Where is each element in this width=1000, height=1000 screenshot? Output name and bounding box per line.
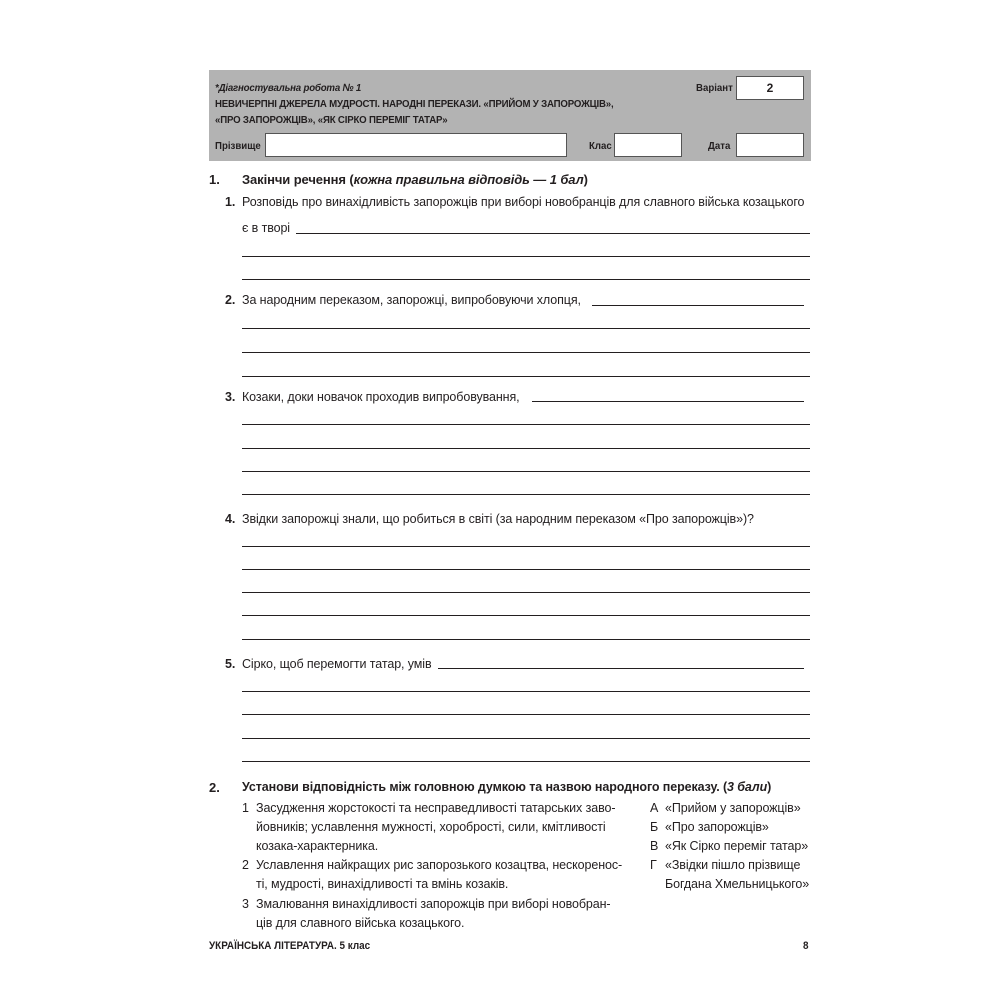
task1-title: Закінчи речення (кожна правильна відповідь — 1 бал)	[242, 172, 588, 187]
answer-line[interactable]	[242, 761, 810, 762]
match-right-letter: Г	[650, 858, 657, 872]
answer-line[interactable]	[296, 233, 810, 234]
task2-number: 2.	[209, 780, 220, 795]
answer-line[interactable]	[532, 401, 804, 402]
item5-text: Сірко, щоб перемогти татар, умів	[242, 657, 432, 671]
topic-line-1: НЕВИЧЕРПНІ ДЖЕРЕЛА МУДРОСТІ. НАРОДНІ ПЕРЕКАЗИ. «ПРИЙОМ У ЗАПОРОЖЦІВ»,	[215, 98, 614, 110]
item1-number: 1.	[225, 195, 236, 209]
answer-line[interactable]	[242, 639, 810, 640]
answer-line[interactable]	[592, 305, 804, 306]
match-left-num: 3	[242, 897, 249, 911]
variant-field	[736, 76, 804, 100]
item1-text: Розповідь про винахідливість запорожців при виборі новобранців для славного війська козацького	[242, 195, 805, 209]
answer-line[interactable]	[242, 424, 810, 425]
answer-line[interactable]	[242, 738, 810, 739]
item2-number: 2.	[225, 293, 236, 307]
answer-line[interactable]	[242, 546, 810, 547]
topic-line-2: «ПРО ЗАПОРОЖЦІВ», «ЯК СІРКО ПЕРЕМІГ ТАТАР»	[215, 114, 448, 126]
answer-line[interactable]	[242, 494, 810, 495]
match-left-line: йовників; уславлення мужності, хоробрості, сили, кмітливості	[256, 820, 606, 834]
class-field[interactable]	[614, 133, 682, 157]
match-right-title: «Звідки пішло прізвище	[665, 858, 801, 872]
task2-title: Установи відповідність між головною думкою та назвою народного переказу. (3 бали)	[242, 780, 772, 794]
item1-text-cont: є в творі	[242, 221, 290, 235]
match-left-num: 1	[242, 801, 249, 815]
date-field[interactable]	[736, 133, 804, 157]
answer-line[interactable]	[242, 691, 810, 692]
surname-label: Прізвище	[215, 140, 261, 152]
worksheet-header	[209, 70, 811, 161]
match-left-line: козака-характерника.	[256, 839, 379, 853]
match-right-title: Богдана Хмельницького»	[665, 877, 810, 891]
match-right-letter: Б	[650, 820, 659, 834]
variant-label: Варіант	[696, 82, 733, 94]
answer-line[interactable]	[242, 569, 810, 570]
answer-line[interactable]	[242, 352, 810, 353]
match-right-title: «Про запорожців»	[665, 820, 769, 834]
answer-line[interactable]	[242, 471, 810, 472]
answer-line[interactable]	[242, 448, 810, 449]
variant-value: 2	[766, 81, 774, 95]
item3-text: Козаки, доки новачок проходив випробовування,	[242, 390, 520, 404]
answer-line[interactable]	[438, 668, 804, 669]
answer-line[interactable]	[242, 714, 810, 715]
match-right-letter: В	[650, 839, 659, 853]
date-label: Дата	[708, 140, 731, 152]
match-left-line: Засудження жорстокості та несправедливості татарських заво-	[256, 801, 616, 815]
answer-line[interactable]	[242, 615, 810, 616]
item5-number: 5.	[225, 657, 236, 671]
answer-line[interactable]	[242, 376, 810, 377]
match-left-line: ців для славного війська козацького.	[256, 916, 465, 930]
match-left-line: Змалювання винахідливості запорожців при виборі новобран-	[256, 897, 611, 911]
answer-line[interactable]	[242, 328, 810, 329]
match-left-num: 2	[242, 858, 249, 872]
item4-number: 4.	[225, 512, 236, 526]
answer-line[interactable]	[242, 256, 810, 257]
class-label: Клас	[589, 140, 612, 152]
match-right-title: «Прийом у запорожців»	[665, 801, 801, 815]
match-right-letter: А	[650, 801, 659, 815]
page-number: 8	[803, 940, 809, 952]
task1-number: 1.	[209, 172, 220, 187]
item4-text: Звідки запорожці знали, що робиться в світі (за народним переказом «Про запорожців»)?	[242, 512, 754, 526]
surname-field[interactable]	[265, 133, 567, 157]
match-right-title: «Як Сірко переміг татар»	[665, 839, 809, 853]
answer-line[interactable]	[242, 592, 810, 593]
answer-line[interactable]	[242, 279, 810, 280]
match-left-line: ті, мудрості, винахідливості та вмінь козаків.	[256, 877, 509, 891]
work-title: *Діагностувальна робота № 1	[215, 82, 362, 94]
match-left-line: Уславлення найкращих рис запорозького козацтва, нескоренос-	[256, 858, 623, 872]
footer-subject: УКРАЇНСЬКА ЛІТЕРАТУРА. 5 клас	[209, 940, 371, 952]
item3-number: 3.	[225, 390, 236, 404]
item2-text: За народним переказом, запорожці, випробовуючи хлопця,	[242, 293, 581, 307]
